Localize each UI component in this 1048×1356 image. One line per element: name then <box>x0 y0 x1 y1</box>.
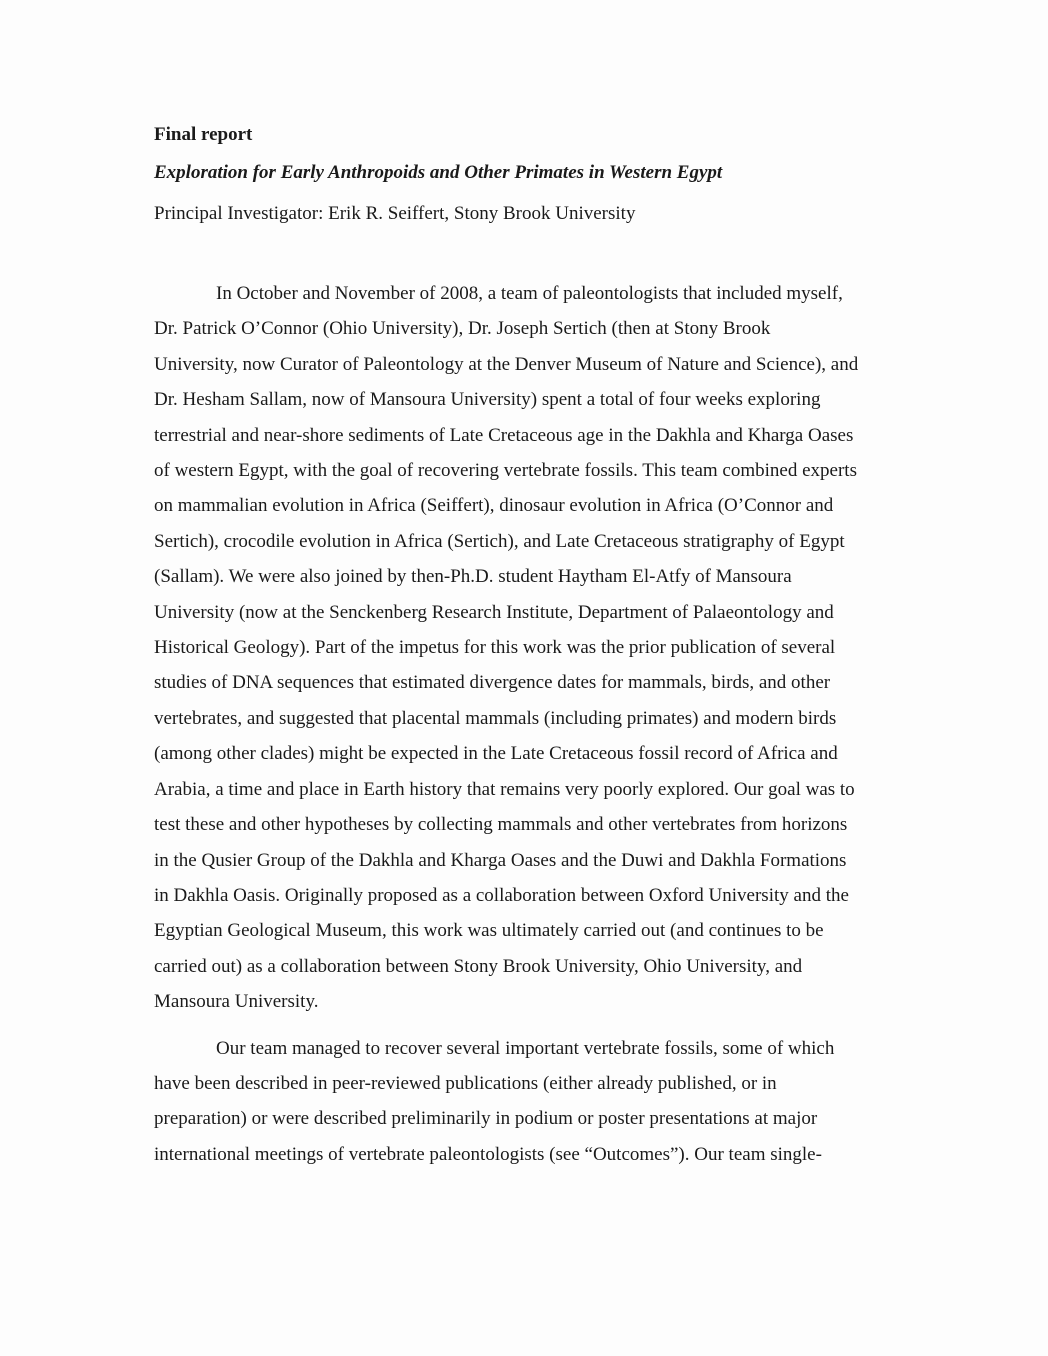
paragraph-line: Mansoura University. <box>154 991 319 1013</box>
paragraph-2 <box>154 1031 924 1173</box>
paragraph-line: vertebrates, and suggested that placental mammals (including primates) and modern birds <box>154 707 837 729</box>
paragraph-line: carried out) as a collaboration between Stony Brook University, Ohio University, and <box>154 955 803 977</box>
paragraph-line: University, now Curator of Paleontology at the Denver Museum of Nature and Science), and <box>154 353 859 375</box>
paragraph-line: have been described in peer-reviewed publications (either already published, or in <box>154 1072 777 1094</box>
paragraph-line: University (now at the Senckenberg Research Institute, Department of Palaeontology and <box>154 601 834 623</box>
paragraph-line: In October and November of 2008, a team of paleontologists that included myself, <box>216 283 843 304</box>
paragraph-line: test these and other hypotheses by collecting mammals and other vertebrates from horizons <box>154 814 848 836</box>
paragraph-line: Dr. Hesham Sallam, now of Mansoura University) spent a total of four weeks exploring <box>154 389 821 411</box>
paragraph-line: Arabia, a time and place in Earth history that remains very poorly explored. Our goal was to <box>154 778 855 800</box>
paragraph-line: Dr. Patrick O’Connor (Ohio University), Dr. Joseph Sertich (then at Stony Brook <box>154 318 771 340</box>
paragraph-line: in Dakhla Oasis. Originally proposed as a collaboration between Oxford University and the <box>154 884 849 906</box>
paragraph-line: Sertich), crocodile evolution in Africa (Sertich), and Late Cretaceous stratigraphy of Egypt <box>154 530 845 552</box>
paragraph-line: on mammalian evolution in Africa (Seiffert), dinosaur evolution in Africa (O’Connor and <box>154 495 834 517</box>
paragraph-line: Our team managed to recover several important vertebrate fossils, some of which <box>216 1037 835 1059</box>
paragraph-line: of western Egypt, with the goal of recovering vertebrate fossils. This team combined experts <box>154 460 857 482</box>
document-content <box>154 119 924 1183</box>
paragraph-line: Historical Geology). Part of the impetus for this work was the prior publication of several <box>154 637 836 659</box>
paragraph-line: (Sallam). We were also joined by then-Ph.D. student Haytham El-Atfy of Mansoura <box>154 566 792 588</box>
paragraph-line: preparation) or were described preliminarily in podium or poster presentations at major <box>154 1108 818 1130</box>
paragraph-line: international meetings of vertebrate paleontologists (see “Outcomes”). Our team single- <box>154 1143 822 1165</box>
principal-investigator: Principal Investigator: Erik R. Seiffert, Stony Brook University <box>154 203 636 224</box>
paragraph-line: (among other clades) might be expected in the Late Cretaceous fossil record of Africa and <box>154 743 838 765</box>
report-title: Exploration for Early Anthropoids and Other Primates in Western Egypt <box>154 162 723 183</box>
paragraph-line: in the Qusier Group of the Dakhla and Kharga Oases and the Duwi and Dakhla Formations <box>154 849 847 871</box>
paragraph-line: terrestrial and near-shore sediments of Late Cretaceous age in the Dakhla and Kharga Oases <box>154 424 854 446</box>
paragraph-line: studies of DNA sequences that estimated divergence dates for mammals, birds, and other <box>154 672 831 694</box>
report-label: Final report <box>154 124 253 145</box>
paragraph-1 <box>154 276 924 1020</box>
paragraph-line: Egyptian Geological Museum, this work was ultimately carried out (and continues to be <box>154 920 824 942</box>
